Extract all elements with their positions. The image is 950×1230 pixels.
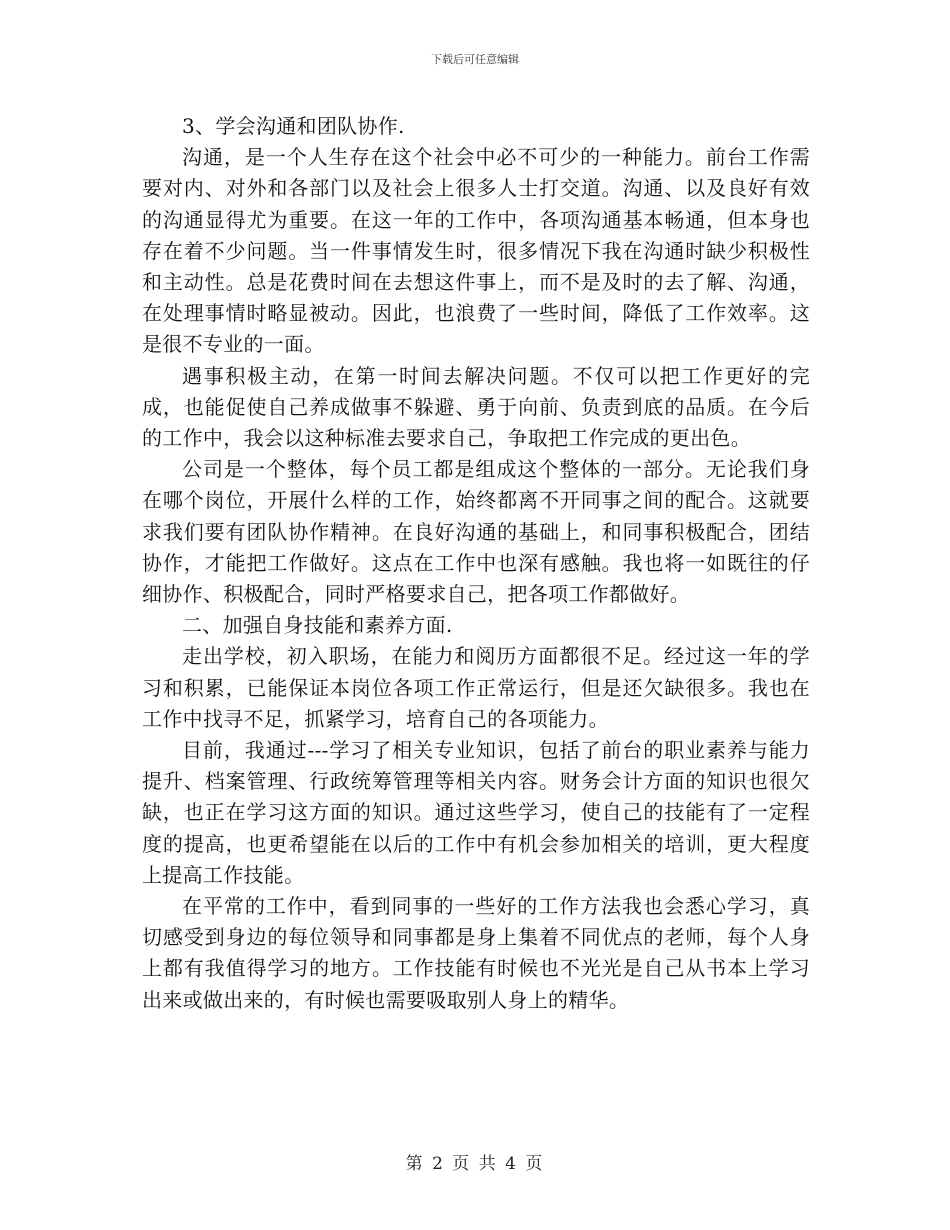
section-heading-skills: 二、加强自身技能和素养方面. — [182, 613, 453, 638]
page-header: 下载后可任意编辑 — [431, 53, 519, 66]
paragraph-teamwork: 公司是一个整体，每个员工都是组成这个整体的一部分。无论我们身在哪个岗位，开展什么样的工作，始终都离不开同事之间的配合。这就要求我们要有团队协作精神。在良好沟通的基础上，和同事积极配合，团结协作，才能把工作做好。这点在工作中也深有感触。我也将一如既往的仔细协作、积极配合，同时严格要求自己，把各项工作都做好。 — [142, 457, 810, 607]
paragraph-communication-importance: 沟通，是一个人生存在这个社会中必不可少的一种能力。前台工作需要对内、对外和各部门以及社会上很多人士打交道。沟通、以及良好有效的沟通显得尤为重要。在这一年的工作中，各项沟通基本畅通，但本身也存在着不少问题。当一件事情发生时，很多情况下我在沟通时缺少积极性和主动性。总是花费时间在去想这件事上，而不是及时的去了解、沟通，在处理事情时略显被动。因此，也浪费了一些时间，降低了工作效率。这是很不专业的一面。 — [142, 145, 810, 357]
document-body — [142, 111, 810, 1016]
paragraph-new-to-workplace: 走出学校，初入职场，在能力和阅历方面都很不足。经过这一年的学习和积累，已能保证本岗位各项工作正常运行，但是还欠缺很多。我也在工作中找寻不足，抓紧学习，培育自己的各项能力。 — [142, 644, 810, 731]
paragraph-learn-from-colleagues: 在平常的工作中，看到同事的一些好的工作方法我也会悉心学习，真切感受到身边的每位领导和同事都是身上集着不同优点的老师，每个人身上都有我值得学习的地方。工作技能有时候也不光光是自己从书本上学习出来或做出来的，有时候也需要吸取别人身上的精华。 — [142, 894, 810, 1012]
paragraph-professional-study: 目前，我通过---学习了相关专业知识，包括了前台的职业素养与能力提升、档案管理、行政统筹管理等相关内容。财务会计方面的知识也很欠缺，也正在学习这方面的知识。通过这些学习，使自己的技能有了一定程度的提高，也更希望能在以后的工作中有机会参加相关的培训，更大程度上提高工作技能。 — [142, 738, 810, 887]
page-number-footer: 第 2 页 共 4 页 — [405, 1154, 545, 1174]
section-heading-communication: 3、学会沟通和团队协作. — [182, 114, 405, 138]
paragraph-proactive: 遇事积极主动，在第一时间去解决问题。不仅可以把工作更好的完成，也能促使自己养成做事不躲避、勇于向前、负责到底的品质。在今后的工作中，我会以这种标准去要求自己，争取把工作完成的更出色。 — [142, 363, 810, 451]
